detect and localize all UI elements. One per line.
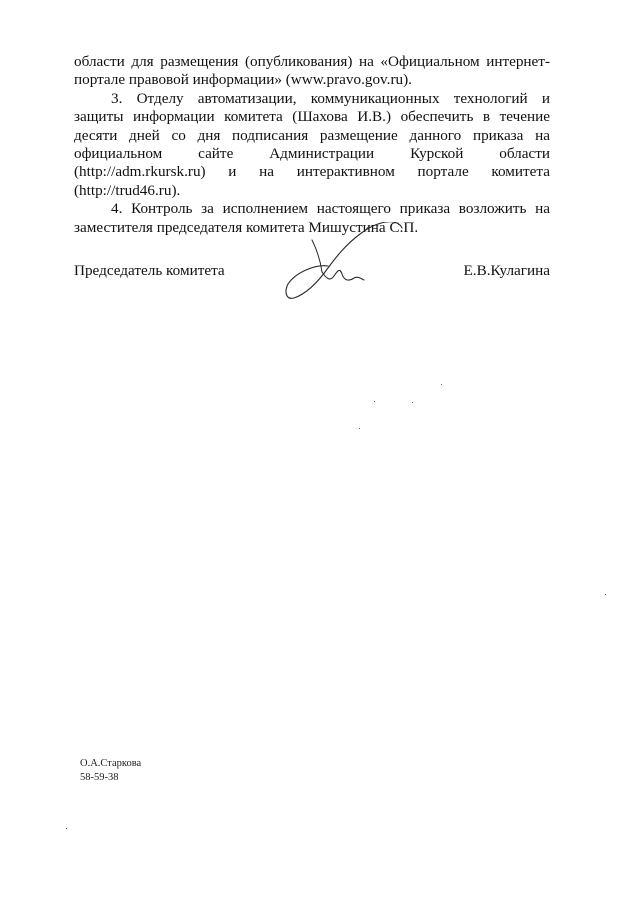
scan-speck bbox=[441, 384, 442, 385]
scan-speck bbox=[66, 828, 67, 829]
scan-speck bbox=[374, 401, 375, 402]
scan-speck bbox=[359, 428, 360, 429]
handwritten-signature bbox=[282, 222, 410, 304]
scan-speck bbox=[412, 402, 413, 403]
signatory-title: Председатель комитета bbox=[74, 262, 225, 279]
scan-speck bbox=[605, 594, 606, 595]
paragraph-item-4: 4. Контроль за исполнением настоящего приказа возложить на заместителя председателя комитета Мишустина С.П. bbox=[74, 200, 550, 236]
signatory-name: Е.В.Кулагина bbox=[463, 262, 550, 279]
executor-info bbox=[80, 757, 141, 785]
executor-phone: 58-59-38 bbox=[80, 772, 119, 783]
paragraph-item-3: 3. Отделу автоматизации, коммуникационных технологий и защиты информации комитета (Шахова И.В.) обеспечить в течение десяти дней со дня подписания размещение данного приказа на официальном сайте Администрации Курской области (http://adm.rkursk.ru) и на интерактивном портале комитета (http://trud46.ru). bbox=[74, 89, 550, 199]
executor-name: О.А.Старкова bbox=[80, 758, 142, 769]
paragraph-continuation: области для размещения (опубликования) на «Официальном интернет-портале правовой информации» (www.pravo.gov.ru). bbox=[74, 53, 550, 89]
document-body bbox=[74, 53, 550, 237]
